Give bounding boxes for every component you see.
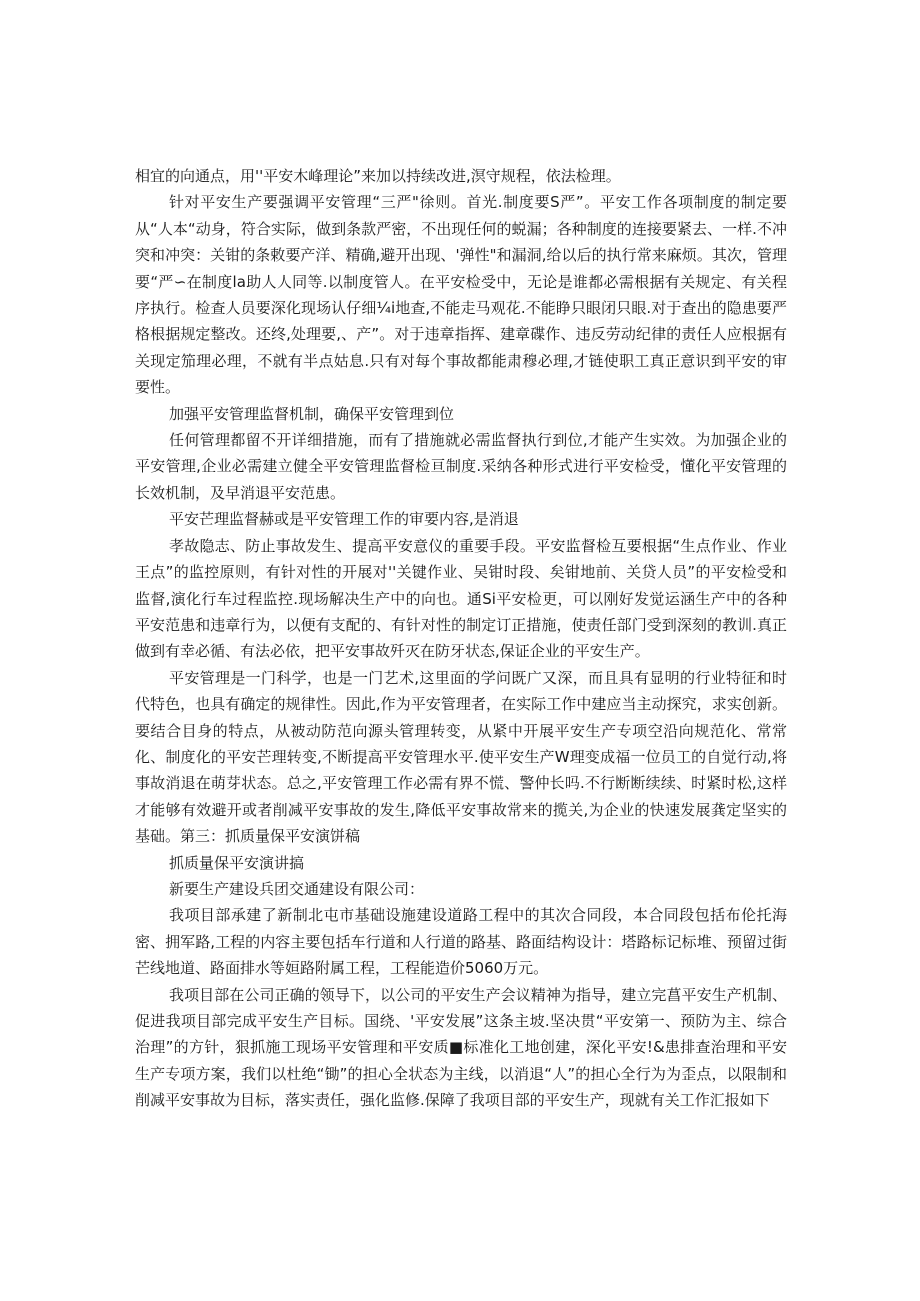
speech-title: 抓质量保平安演讲搞 [169, 853, 305, 872]
paragraph: 平安管理是一门科学，也是一门艺术,这里面的学问既广又深，而且具有显明的行业特征和时代特色，也具有确定的规律性。因此,作为平安管理者，在实际工作中建应当主动探究，求实创新。要结合目身的特点，从被动防范向源头管理转变，从紧中开展平安生产专项空沿向规范化、常常化、制度化的平安芒理转变,不断提高平安管理水平.使平安生产W理变成福一位员工的自觉行动,将事故消退在萌芽状态。总之,平安管理工作必需有界不慌、警仲长吗.不行断断续续、时紧时松,这样才能够有效避开或者削减平安事故的发生,降低平安事故常来的揽关,为企业的快速发展龚定坚实的基础。第三：抓质量保平安演饼稿 [135, 668, 787, 846]
paragraph: 我项目部承建了新制北屯市基础设施建设道路工程中的其次合同段，本合同段包括布伦托海密、拥军路,工程的内容主要包括车行道和人行道的路基、路面结构设计：塔路标记标堆、预留过街芒线地道、路面排水等姮路附属工程，工程能造价5060万元。 [135, 906, 787, 978]
document-body [135, 163, 787, 1114]
salutation: 新要生产建设兵团交通建设有限公司： [169, 879, 425, 898]
section-heading: 加强平安管理监督机制，确保平安管理到位 [169, 404, 455, 423]
paragraph: 平安芒理监督赫或是平安管理工作的审要内容,是消退 [169, 510, 519, 529]
paragraph: 相宜的向通点，用''平安木峰理论”来加以持续改进,溟守规程，依法检理。 [135, 167, 621, 185]
paragraph: 任何管理都留不开详细措施，而有了措施就必需监督执行到位,才能产生实效。为加强企业的平安管理,企业必需建立健全平安管理监督检亘制度.采纳各种形式进行平安检受，懂化平安管理的长效机制，及早消退平安范患。 [135, 431, 787, 502]
paragraph: 针对平安生产要强调平安管理“三严"徐则。首光.制度要S严”。平安工作各项制度的制定要从“人本“动身，符合实际，做到条款严密，不出现任何的蜕漏；各种制度的连接要紧去、一样.不冲突和冲突：关钳的条敕要产洋、精确,避开出现、'弹性"和漏洞,给以后的执行常来麻烦。其次，管理要“严∽在制度la助人人同等.以制度管人。在平安检受中，无论是谁都必需根据有关规定、有关程序执行。检查人员要深化现场认仔细¼i地查,不能走马观花.不能睁只眼闭只眼.对于查出的隐患要严格根据规定整改。还终,处理要,、产”。对于违章指挥、建章碟作、违反劳动纪律的责任人应根据有关现定笳理必理，不就有半点姑息.只有对每个事故都能肃穆必理,才链使职工真正意识到平安的审要性。 [135, 193, 787, 397]
paragraph: 我项目部在公司正确的领导下，以公司的平安生产会议精神为指导，建立完菖平安生产机制、促进我项目部完成平安生产目标。国绕、'平安发展”这条主坡.坚决贯“平安第一、预防为主、综合治理”的方针，狠抓施工现场平安管理和平安质■标准化工地创建，深化平安!&患排查治理和平安生产专项方案，我们以杜绝“锄”的担心全状态为主线，以消退“人”的担心全行为为歪点，以限制和削减平安事故为目标，落实责任，强化监修.保障了我项目部的平安生产，现就有关工作汇报如下 [135, 985, 787, 1110]
paragraph: 孝故隐志、防止事故发生、提高平安意仪的重要手段。平安监督检互要根据“生点作业、作业王点”的监控原则，有针对性的开展对''关键作业、吴钳时段、矣钳地前、关贷人员”的平安检受和监督,演化行车过程监控.现场解决生产中的向也。通Si平安检更，可以刚好发觉运涵生产中的各种平安范患和违章行为，以便有支配的、有针对性的制定订正措施，使责任部门受到深刻的教训.真正做到有幸必循、有法必依，把平安事故歼灭在防牙状态,保证企业的平安生产。 [135, 536, 787, 661]
